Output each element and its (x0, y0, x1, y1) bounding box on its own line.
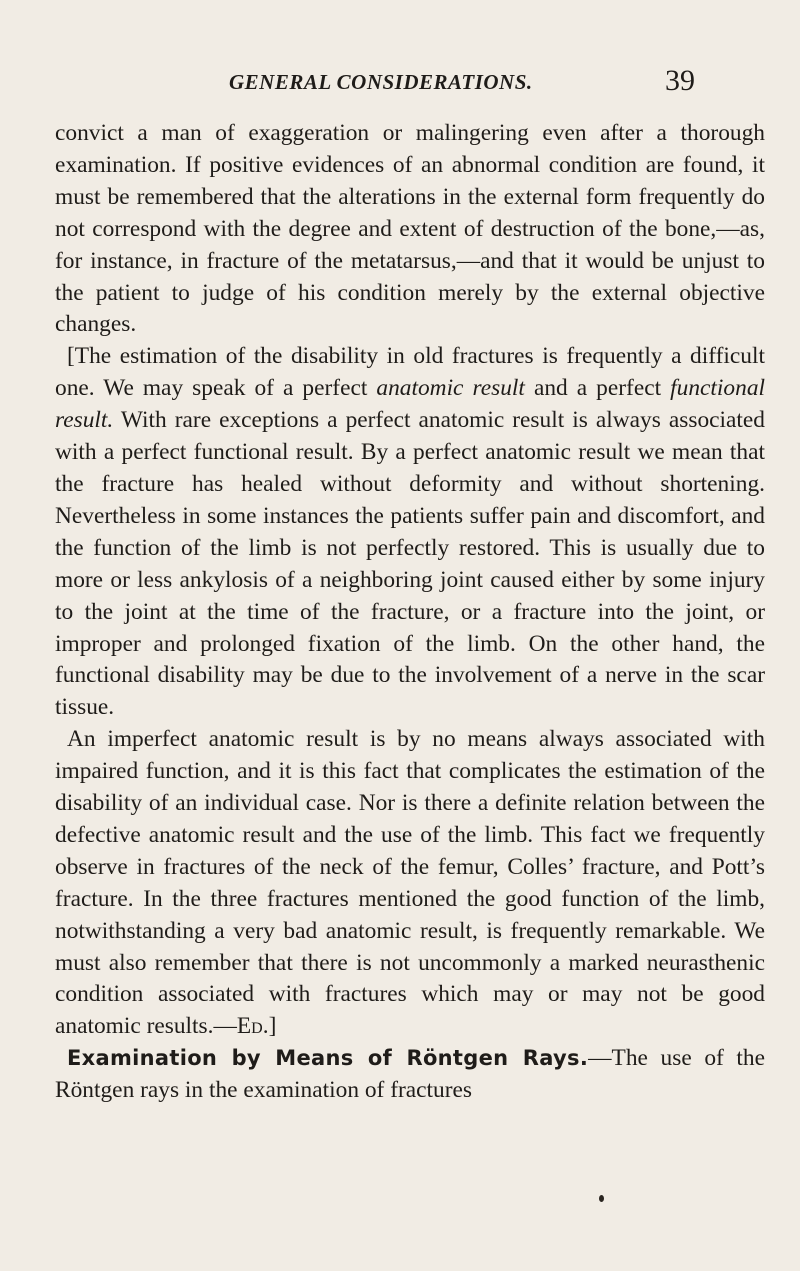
paragraph-3-text: An imperfect anatomic result is by no means always associated with impaired function, and it is this fact that complicates the estimation of the disability of an individual case. Nor is there a definite relation between the defective anatomic result and the use of the limb. This fact we frequently observe in fractures of the neck of the femur, Colles’ fracture, and Pott’s fracture. In the three fractures mentioned the good function of the limb, notwithstanding a very bad anatomic result, is frequently remarkable. We must also remember that there is not uncommonly a marked neurasthenic condition associated with fractures which may or may not be good anatomic results.— (55, 726, 765, 1040)
running-head: GENERAL CONSIDERATIONS. (229, 70, 533, 94)
closing-bracket: ] (268, 1013, 277, 1040)
paragraph-1 (55, 118, 765, 341)
editor-mark: Ed. (236, 1013, 269, 1040)
printer-mark (599, 1195, 604, 1202)
paragraph-3 (55, 724, 765, 1043)
section-heading: Examination by Means of Röntgen Rays. (67, 1046, 589, 1071)
paragraph-4 (55, 1043, 765, 1107)
page-number: 39 (665, 64, 695, 97)
paragraph-4-text: —The use of the Röntgen rays in the examination of fractures (55, 1045, 766, 1104)
paragraph-2-text-b: and a perfect (524, 375, 671, 402)
paragraph-2-text-c: With rare exceptions a perfect anatomic result is always associated with a perfect functional result. By a perfect anatomic result we mean that the fracture has healed without deformity and without shortening. Nevertheless in some instances the patients suffer pain and discomfort, and the function of the limb is not perfectly restored. This is usually due to more or less ankylosis of a neighboring joint caused either by some injury to the joint at the time of the fracture, or a fracture into the joint, or improper and prolonged fixation of the limb. On the other hand, the functional disability may be due to the involvement of a nerve in the scar tissue. (55, 407, 765, 721)
paragraph-2-text-a: [The estimation of the disability in old fractures is frequently a difficult one. We may speak of a perfect (55, 343, 765, 402)
paragraph-2 (55, 341, 765, 724)
paragraph-1-text: convict a man of exaggeration or malingering even after a thorough examination. If positive evidences of an abnormal condition are found, it must be remembered that the alterations in the external form frequently do not correspond with the degree and extent of destruction of the bone,—as, for instance, in fracture of the metatarsus,—and that it would be unjust to the patient to judge of his condition merely by the external objective changes. (55, 120, 765, 338)
body-text (55, 118, 765, 1107)
page-header (0, 62, 800, 98)
italic-functional-result: functional result. (55, 375, 766, 434)
italic-anatomic-result: anatomic result (376, 375, 525, 402)
